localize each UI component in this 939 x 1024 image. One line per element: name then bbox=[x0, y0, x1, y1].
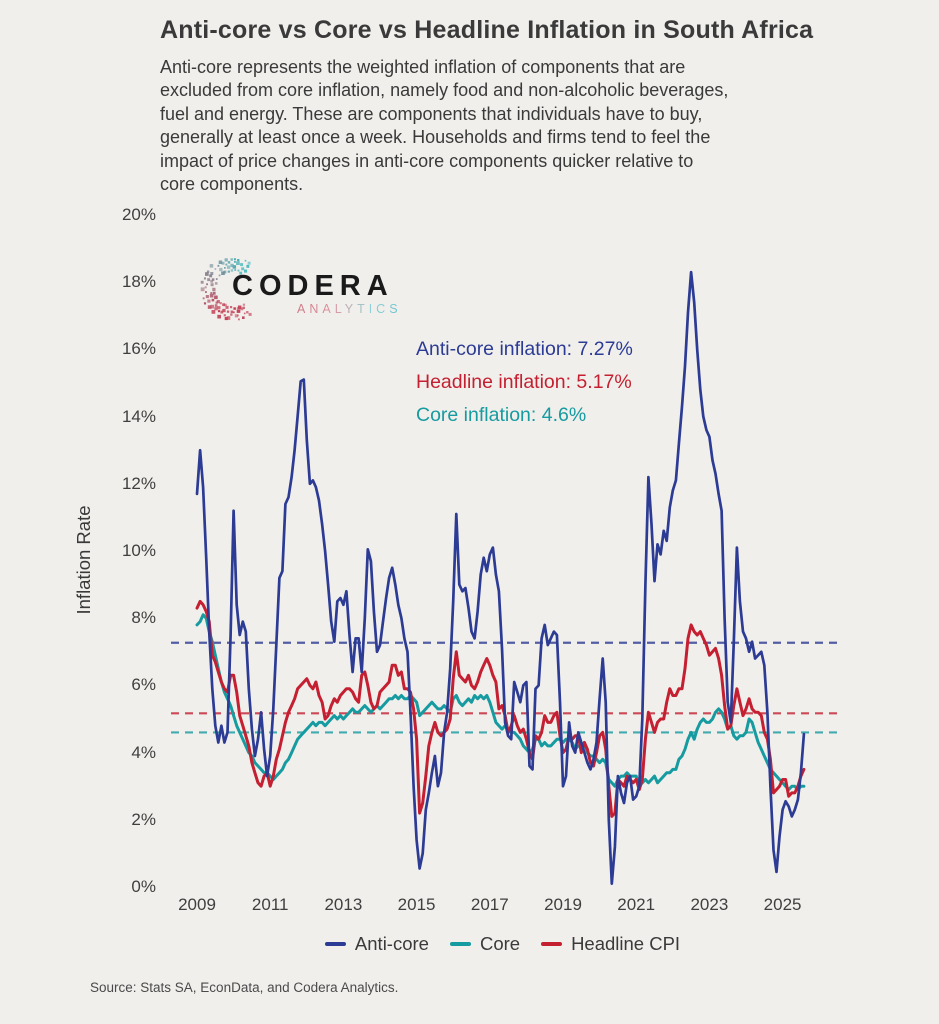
logo-arc-dot bbox=[204, 277, 206, 279]
logo-arc-dot bbox=[210, 294, 214, 298]
logo-arc-dot bbox=[215, 304, 218, 307]
logo-arc-dot bbox=[234, 261, 236, 263]
y-tick-label-10: 10% bbox=[121, 541, 156, 560]
logo-subtext: ANALYTICS bbox=[297, 302, 402, 316]
logo-arc-dot bbox=[230, 313, 232, 315]
logo-arc-dot bbox=[233, 311, 235, 313]
logo-arc-dot bbox=[220, 311, 223, 314]
subtitle-line: core components. bbox=[160, 174, 304, 195]
y-axis-title: Inflation Rate bbox=[73, 505, 94, 615]
logo-arc-dot bbox=[227, 316, 231, 320]
legend-item-anti-core bbox=[325, 933, 429, 955]
logo-arc-dot bbox=[217, 315, 221, 319]
subtitle-line: impact of price changes in anti-core components quicker relative to bbox=[160, 150, 694, 171]
logo-arc-dot bbox=[217, 306, 220, 309]
logo-arc-dot bbox=[207, 300, 210, 303]
subtitle-line: generally at least once a week. Households and firms tend to feel the bbox=[160, 127, 711, 148]
legend-label: Headline CPI bbox=[571, 933, 681, 954]
logo-arc-dot bbox=[211, 283, 214, 286]
logo-arc-dot bbox=[219, 261, 223, 265]
logo-arc-dot bbox=[216, 278, 218, 280]
logo-arc-dot bbox=[237, 315, 239, 317]
codera-logo bbox=[193, 249, 408, 329]
logo-arc-dot bbox=[246, 311, 248, 313]
logo-arc-dot bbox=[237, 309, 241, 313]
legend-label: Anti-core bbox=[354, 933, 429, 954]
headline-cpi-legend-swatch-icon bbox=[541, 942, 562, 946]
source-note: Source: Stats SA, EconData, and Codera Analytics. bbox=[90, 980, 399, 995]
logo-arc-dot bbox=[228, 261, 231, 264]
logo-arc-dot bbox=[212, 299, 215, 302]
logo-arc-dot bbox=[205, 272, 209, 276]
logo-arc-dot bbox=[218, 310, 220, 312]
y-tick-label-2: 2% bbox=[131, 809, 156, 829]
y-tick-label-4: 4% bbox=[131, 742, 156, 762]
y-tick-label-14: 14% bbox=[121, 406, 156, 426]
y-tick-label-16: 16% bbox=[121, 339, 156, 359]
logo-arc-dot bbox=[244, 313, 246, 315]
logo-arc-dot bbox=[224, 267, 226, 269]
annotations-panel bbox=[416, 337, 633, 436]
core-legend-swatch-icon bbox=[450, 942, 471, 946]
x-tick-label-2011: 2011 bbox=[251, 895, 289, 914]
logo-arc-dot bbox=[225, 258, 228, 261]
logo-arc-dot bbox=[215, 282, 218, 285]
logo-arc-dot bbox=[215, 268, 217, 270]
logo-arc-dot bbox=[210, 264, 214, 268]
x-tick-label-2013: 2013 bbox=[324, 895, 363, 914]
logo-arc-dot bbox=[230, 264, 233, 267]
x-tick-label-2015: 2015 bbox=[397, 895, 436, 914]
headline-annotation: Headline inflation: 5.17% bbox=[416, 371, 632, 393]
logo-arc-dot bbox=[233, 307, 236, 310]
logo-arc-dot bbox=[210, 292, 212, 294]
y-tick-label-12: 12% bbox=[121, 473, 156, 493]
legend-item-core bbox=[450, 933, 520, 955]
logo-arc-dot bbox=[240, 263, 243, 266]
logo-wordmark: CODERA bbox=[232, 270, 394, 302]
logo-arc-dot bbox=[227, 266, 230, 269]
logo-arc-dot bbox=[219, 275, 221, 277]
x-tick-label-2019: 2019 bbox=[544, 895, 582, 914]
logo-arc-dot bbox=[214, 296, 218, 300]
header bbox=[160, 16, 920, 196]
page-subtitle bbox=[160, 56, 920, 196]
logo-arc-dot bbox=[231, 258, 233, 260]
legend-item-headline-cpi bbox=[541, 933, 680, 955]
logo-arc-dot bbox=[212, 310, 216, 314]
logo-arc-dot bbox=[206, 283, 208, 285]
subtitle-line: excluded from core inflation, namely food and non-alcoholic beverages, bbox=[160, 80, 729, 101]
y-tick-label-18: 18% bbox=[121, 272, 156, 292]
y-tick-label-6: 6% bbox=[131, 675, 156, 695]
logo-arc-dot bbox=[242, 316, 245, 319]
logo-arc-dot bbox=[234, 258, 236, 260]
logo-arc-dot bbox=[206, 295, 209, 298]
logo-arc-dot bbox=[204, 302, 206, 304]
logo-arc-dot bbox=[201, 287, 205, 291]
logo-arc-dot bbox=[212, 288, 215, 291]
logo-arc-dot bbox=[237, 259, 239, 261]
logo-arc-dot bbox=[236, 261, 240, 265]
logo-arc-dot bbox=[246, 265, 249, 268]
y-tick-label-8: 8% bbox=[131, 608, 156, 628]
core-annotation: Core inflation: 4.6% bbox=[416, 404, 587, 426]
logo-arc-dot bbox=[216, 302, 218, 304]
logo-arc-dot bbox=[224, 314, 226, 316]
logo-arc-dot bbox=[249, 313, 252, 316]
logo-arc-dot bbox=[227, 311, 229, 313]
x-tick-label-2023: 2023 bbox=[690, 895, 729, 914]
logo-arc-dot bbox=[205, 286, 207, 288]
page-title: Anti-core vs Core vs Headline Inflation in South Africa bbox=[160, 16, 814, 44]
logo-arc-dot bbox=[243, 304, 245, 306]
subtitle-line: Anti-core represents the weighted inflation of components that are bbox=[160, 57, 686, 77]
logo-arc-dot bbox=[203, 297, 205, 299]
legend-label: Core bbox=[479, 933, 521, 954]
legend bbox=[0, 933, 939, 955]
logo-arc-dot bbox=[248, 262, 251, 265]
logo-arc-dot bbox=[226, 306, 229, 309]
subtitle-line: fuel and energy. These are components that individuals have to buy, bbox=[160, 103, 703, 124]
anticore-annotation: Anti-core inflation: 7.27% bbox=[416, 338, 633, 360]
logo-arc-dot bbox=[230, 306, 232, 308]
logo-arc-dot bbox=[219, 268, 222, 271]
logo-arc-dot bbox=[205, 291, 207, 293]
logo-arc-dot bbox=[208, 305, 212, 309]
logo-arc-dot bbox=[221, 271, 225, 275]
logo-arc-dot bbox=[201, 281, 204, 284]
logo-arc-dot bbox=[243, 307, 246, 310]
x-tick-label-2021: 2021 bbox=[617, 895, 656, 914]
x-tick-label-2017: 2017 bbox=[470, 895, 509, 914]
x-tick-label-2009: 2009 bbox=[178, 895, 216, 914]
logo-arc-dot bbox=[207, 278, 210, 281]
anti-core-legend-swatch-icon bbox=[325, 942, 346, 946]
logo-arc-dot bbox=[214, 307, 217, 310]
logo-arc-dot bbox=[238, 319, 240, 321]
x-tick-label-2025: 2025 bbox=[763, 895, 802, 914]
logo-arc-dot bbox=[210, 280, 213, 283]
logo-arc-dot bbox=[228, 271, 230, 273]
y-tick-label-0: 0% bbox=[131, 877, 156, 896]
y-tick-label-20: 20% bbox=[121, 205, 156, 224]
logo-arc-dot bbox=[231, 311, 234, 314]
logo-arc-dot bbox=[225, 264, 227, 266]
logo-arc-dot bbox=[209, 274, 212, 277]
logo-arc-dot bbox=[220, 302, 222, 304]
logo-arc-dot bbox=[245, 260, 247, 262]
logo-arc-dot bbox=[218, 265, 220, 267]
